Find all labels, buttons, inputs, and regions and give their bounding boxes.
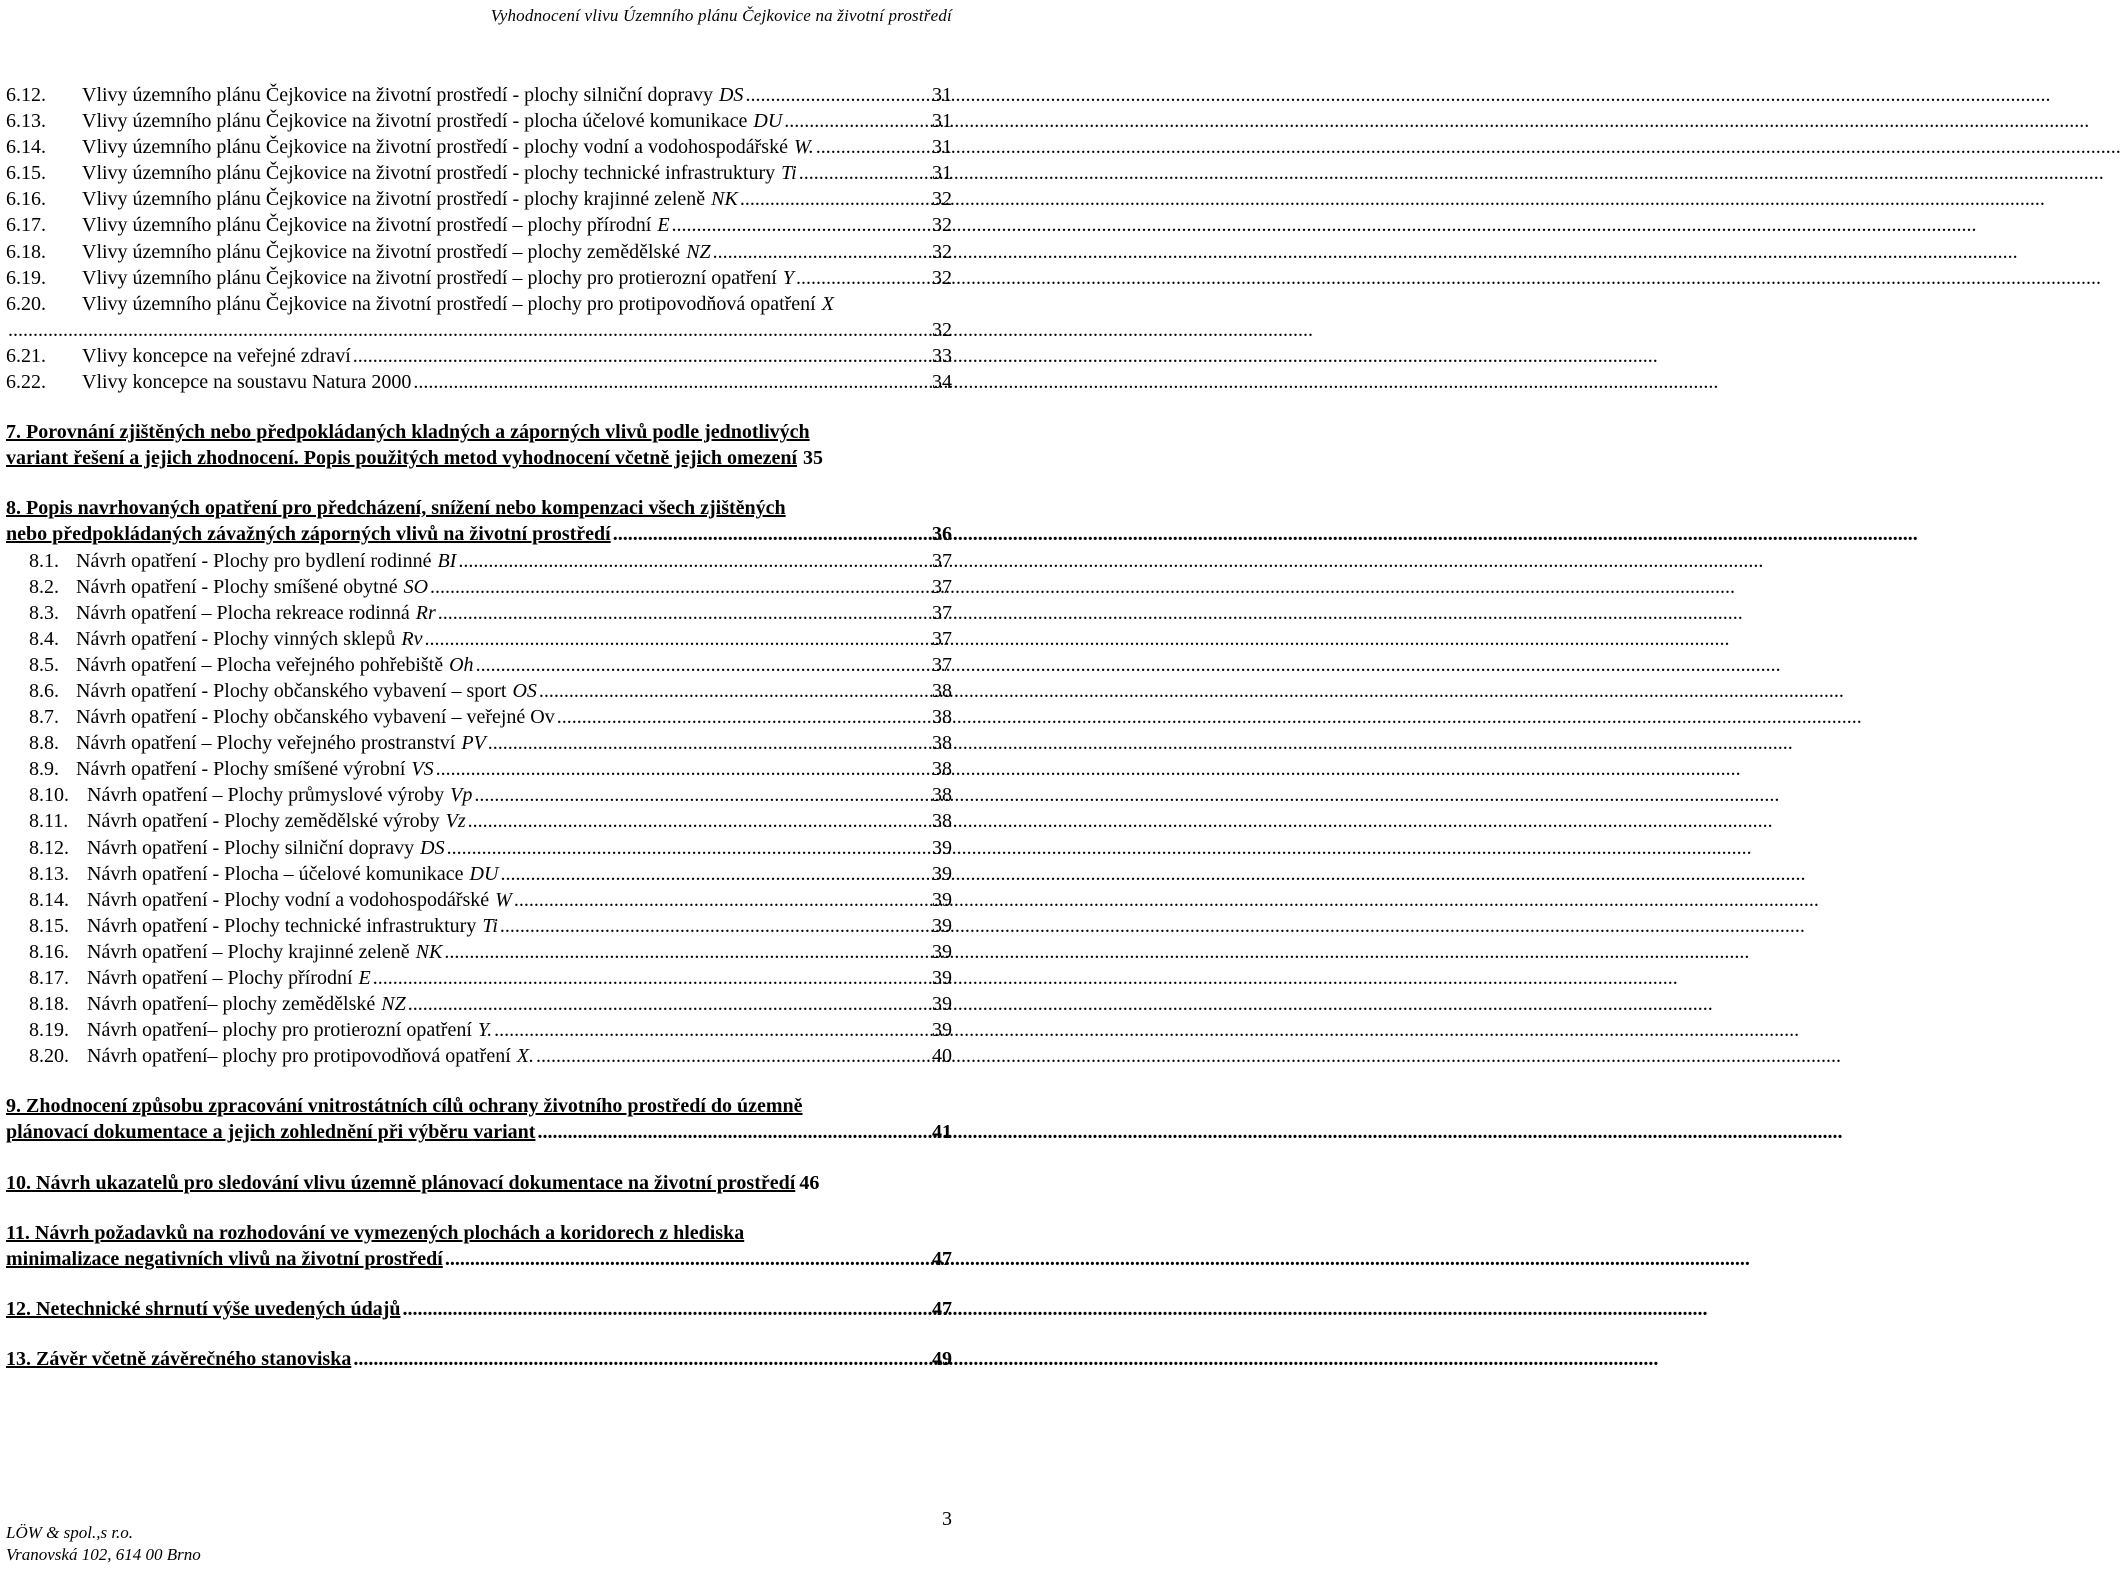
toc-entry-abbr: OS bbox=[512, 679, 537, 702]
toc-entry-number: 8.17. bbox=[29, 967, 69, 989]
section-11-line2: minimalizace negativních vlivů na životní prostředí bbox=[6, 1247, 443, 1270]
toc-entry-abbr: W bbox=[495, 888, 512, 911]
toc-entry-abbr: NK bbox=[711, 188, 738, 211]
toc-entry[interactable] bbox=[6, 82, 952, 108]
toc-entry-number: 8.13. bbox=[29, 862, 69, 885]
toc-entry-abbr: X. bbox=[516, 1045, 534, 1068]
toc-entry-page: 32 bbox=[932, 318, 952, 341]
toc-entry-number: 8.5. bbox=[29, 653, 59, 676]
toc-entry-page: 37 bbox=[932, 601, 952, 624]
toc-list-8b bbox=[6, 782, 952, 1069]
dot-leader bbox=[402, 1296, 930, 1322]
toc-section-13[interactable] bbox=[6, 1346, 952, 1372]
toc-entry-abbr: BI bbox=[437, 549, 457, 572]
section-8-page: 36 bbox=[932, 523, 952, 546]
toc-entry-page: 31 bbox=[932, 162, 952, 185]
dot-leader bbox=[713, 239, 930, 265]
toc-entry-number: 8.3. bbox=[29, 601, 59, 624]
toc-entry-number: 8.18. bbox=[29, 993, 69, 1016]
dot-leader bbox=[796, 265, 930, 291]
dot-leader bbox=[424, 626, 930, 652]
section-9-line1: 9. Zhodnocení způsobu zpracování vnitrostátních cílů ochrany životního prostředí do územně bbox=[6, 1095, 803, 1118]
toc-entry-text: Vlivy územního plánu Čejkovice na životní prostředí - plochy silniční dopravy bbox=[82, 84, 713, 106]
toc-entry-abbr: PV bbox=[461, 732, 486, 755]
toc-entry-number: 8.4. bbox=[29, 627, 59, 650]
toc-entry-page: 37 bbox=[932, 575, 952, 598]
toc-entry-text: Návrh opatření - Plochy vinných sklepů bbox=[76, 627, 396, 650]
toc-entry-text: Návrh opatření – Plocha veřejného pohřebiště bbox=[76, 653, 444, 676]
toc-entry-page: 33 bbox=[932, 344, 952, 367]
footer-company: LÖW & spol.,s r.o. bbox=[6, 1523, 134, 1542]
toc-entry-number: 8.8. bbox=[29, 732, 59, 755]
toc-entry[interactable] bbox=[6, 704, 952, 730]
toc-entry-text: Návrh opatření - Plochy vodní a vodohospodářské bbox=[87, 888, 490, 911]
toc-list-6a bbox=[6, 82, 952, 291]
table-of-contents bbox=[6, 82, 952, 1372]
toc-entry[interactable] bbox=[6, 186, 952, 212]
toc-entry-number: 6.13. bbox=[6, 110, 46, 133]
footer bbox=[6, 1522, 201, 1566]
toc-entry[interactable] bbox=[6, 652, 952, 678]
dot-leader bbox=[436, 756, 930, 782]
toc-entry-text: Vlivy územního plánu Čejkovice na životní prostředí - plochy vodní a vodohospodářské bbox=[82, 136, 788, 159]
toc-entry-abbr: NZ bbox=[686, 240, 711, 263]
toc-section-9[interactable] bbox=[6, 1093, 952, 1145]
toc-entry-text: Návrh opatření - Plochy pro bydlení rodinné bbox=[76, 549, 432, 572]
toc-entry[interactable] bbox=[6, 343, 952, 369]
toc-entry-text: Vlivy územního plánu Čejkovice na životní prostředí - plocha účelové komunikace bbox=[82, 110, 748, 133]
toc-entry[interactable] bbox=[6, 861, 952, 887]
toc-entry-number: 6.19. bbox=[6, 266, 46, 289]
toc-entry-text: Návrh opatření - Plochy silniční dopravy bbox=[87, 836, 415, 859]
toc-entry-text: Návrh opatření– plochy pro protipovodňová opatření bbox=[87, 1045, 511, 1068]
toc-entry-page: 37 bbox=[932, 627, 952, 650]
toc-entry-abbr: E bbox=[657, 214, 670, 237]
toc-entry-abbr: NZ bbox=[381, 993, 406, 1016]
toc-section-11[interactable] bbox=[6, 1220, 952, 1272]
toc-entry[interactable] bbox=[6, 265, 952, 291]
toc-entry-abbr: W. bbox=[793, 136, 814, 159]
toc-entry[interactable] bbox=[6, 600, 952, 626]
toc-entry-text: Vlivy koncepce na soustavu Natura 2000 bbox=[82, 371, 412, 394]
toc-entry-abbr: Y bbox=[782, 266, 794, 289]
dot-leader bbox=[458, 548, 930, 574]
section-13-text: 13. Závěr včetně závěrečného stanoviska bbox=[6, 1347, 352, 1370]
dot-leader bbox=[740, 186, 930, 212]
toc-entry-text: Vlivy územního plánu Čejkovice na životní prostředí - plochy krajinné zeleně bbox=[82, 188, 706, 211]
toc-entry[interactable] bbox=[6, 239, 952, 265]
dot-leader bbox=[445, 1246, 930, 1272]
toc-entry-page: 38 bbox=[932, 679, 952, 702]
toc-entry-number: 8.15. bbox=[29, 914, 69, 937]
toc-entry-page: 31 bbox=[932, 136, 952, 159]
dot-leader bbox=[514, 887, 930, 913]
toc-entry-abbr: DU bbox=[753, 110, 783, 133]
toc-entry[interactable] bbox=[6, 160, 952, 186]
toc-entry[interactable] bbox=[6, 678, 952, 704]
toc-entry-page: 39 bbox=[932, 940, 952, 963]
toc-entry-page: 31 bbox=[932, 84, 952, 106]
toc-entry-page: 39 bbox=[932, 836, 952, 859]
toc-entry-abbr: DS bbox=[420, 836, 445, 859]
toc-entry[interactable] bbox=[6, 1017, 952, 1043]
section-7-line1: 7. Porovnání zjištěných nebo předpokládaných kladných a záporných vlivů podle jednotlivých bbox=[6, 421, 810, 444]
toc-entry-abbr: Ti bbox=[781, 162, 797, 185]
toc-entry[interactable] bbox=[6, 835, 952, 861]
toc-entry-number: 8.2. bbox=[29, 575, 59, 598]
toc-entry-number: 6.22. bbox=[6, 371, 46, 394]
dot-leader bbox=[536, 1043, 930, 1069]
toc-entry-abbr: E bbox=[358, 967, 371, 989]
dot-leader bbox=[373, 965, 930, 991]
dot-leader bbox=[353, 1346, 930, 1372]
toc-entry-page: 32 bbox=[932, 214, 952, 237]
toc-entry-abbr: Vp bbox=[450, 784, 473, 807]
dot-leader bbox=[447, 835, 930, 861]
toc-entry-text: Návrh opatření– plochy pro protierozní opatření bbox=[87, 1019, 472, 1042]
toc-entry-page: 40 bbox=[932, 1045, 952, 1068]
toc-entry-number: 6.20. bbox=[6, 292, 46, 315]
toc-entry-number: 8.16. bbox=[29, 940, 69, 963]
toc-entry-text: Návrh opatření– plochy zemědělské bbox=[87, 993, 376, 1016]
toc-entry-abbr: Oh bbox=[449, 653, 474, 676]
section-12-page: 47 bbox=[932, 1297, 952, 1320]
toc-entry-text: Vlivy územního plánu Čejkovice na životní prostředí – plochy přírodní bbox=[82, 214, 652, 237]
toc-entry-number: 8.14. bbox=[29, 888, 69, 911]
toc-entry-text: Návrh opatření - Plochy smíšené výrobní bbox=[76, 758, 406, 781]
toc-entry-page: 39 bbox=[932, 914, 952, 937]
toc-entry-text: Návrh opatření - Plochy smíšené obytné bbox=[76, 575, 398, 598]
dot-leader bbox=[816, 134, 930, 160]
page-number: 3 bbox=[942, 1508, 952, 1530]
toc-entry-text: Návrh opatření – Plochy veřejného prostranství bbox=[76, 732, 456, 755]
toc-entry-number: 6.21. bbox=[6, 344, 46, 367]
section-8-line1: 8. Popis navrhovaných opatření pro předcházení, snížení nebo kompenzaci všech zjištěných bbox=[6, 497, 786, 520]
toc-entry-abbr: Rv bbox=[401, 627, 423, 650]
toc-entry-abbr: DS bbox=[718, 84, 744, 106]
dot-leader bbox=[444, 939, 930, 965]
dot-leader bbox=[413, 369, 930, 395]
toc-entry-page: 39 bbox=[932, 993, 952, 1016]
toc-entry-page: 37 bbox=[932, 549, 952, 572]
section-8-line2: nebo předpokládaných závažných záporných vlivů na životní prostředí bbox=[6, 523, 611, 546]
toc-entry-number: 8.6. bbox=[29, 679, 59, 702]
dot-leader bbox=[745, 82, 930, 108]
toc-entry-abbr: VS bbox=[411, 758, 434, 781]
toc-entry-page: 34 bbox=[932, 371, 952, 394]
dot-leader bbox=[557, 704, 930, 730]
toc-entry-number: 8.19. bbox=[29, 1019, 69, 1042]
toc-entry-text: Návrh opatření - Plochy zemědělské výroby bbox=[87, 810, 440, 833]
toc-entry-number: 6.15. bbox=[6, 162, 46, 185]
toc-section-8[interactable] bbox=[6, 495, 952, 547]
toc-entry-text: Vlivy územního plánu Čejkovice na životní prostředí - plochy technické infrastruktury bbox=[82, 162, 776, 185]
toc-section-7[interactable] bbox=[6, 419, 952, 471]
toc-list-8a bbox=[6, 548, 952, 783]
toc-entry-page: 38 bbox=[932, 758, 952, 781]
dot-leader bbox=[8, 317, 930, 343]
toc-entry-page: 38 bbox=[932, 784, 952, 807]
toc-entry[interactable] bbox=[6, 134, 952, 160]
dot-leader bbox=[613, 521, 930, 547]
toc-entry[interactable] bbox=[6, 939, 952, 965]
toc-entry-page: 31 bbox=[932, 110, 952, 133]
section-11-line1: 11. Návrh požadavků na rozhodování ve vymezených plochách a koridorech z hlediska bbox=[6, 1221, 745, 1244]
toc-entry-number: 8.11. bbox=[29, 810, 69, 833]
toc-entry-text: Vlivy územního plánu Čejkovice na životní prostředí – plochy pro protipovodňová opatření bbox=[82, 292, 816, 315]
toc-entry[interactable] bbox=[6, 574, 952, 600]
dot-leader bbox=[438, 600, 930, 626]
toc-entry-text: Návrh opatření - Plochy technické infrastruktury bbox=[87, 914, 477, 937]
toc-entry[interactable] bbox=[6, 756, 952, 782]
toc-entry-6-20-continuation[interactable] bbox=[6, 317, 952, 343]
dot-leader bbox=[408, 991, 930, 1017]
toc-entry-text: Návrh opatření - Plocha – účelové komunikace bbox=[87, 862, 464, 885]
toc-entry-text: Vlivy koncepce na veřejné zdraví bbox=[82, 344, 351, 367]
dot-leader bbox=[430, 574, 930, 600]
toc-entry-abbr: Rr bbox=[415, 601, 436, 624]
toc-entry[interactable] bbox=[6, 1043, 952, 1069]
toc-entry[interactable] bbox=[6, 965, 952, 991]
dot-leader bbox=[468, 808, 930, 834]
dot-leader bbox=[799, 160, 930, 186]
toc-entry-page: 37 bbox=[932, 653, 952, 676]
toc-entry-page: 32 bbox=[932, 240, 952, 263]
toc-entry-text: Návrh opatření – Plochy přírodní bbox=[87, 967, 353, 989]
dot-leader bbox=[474, 782, 930, 808]
dot-leader bbox=[672, 212, 930, 238]
section-10-page: 46 bbox=[799, 1171, 820, 1194]
toc-entry[interactable] bbox=[6, 913, 952, 939]
toc-entry-text: Návrh opatření – Plocha rekreace rodinná bbox=[76, 601, 410, 624]
dot-leader bbox=[494, 1017, 930, 1043]
section-7-line2: variant řešení a jejich zhodnocení. Popis použitých metod vyhodnocení včetně jejich omezení bbox=[6, 447, 798, 470]
toc-entry-number: 6.18. bbox=[6, 240, 46, 263]
dot-leader bbox=[784, 108, 930, 134]
toc-entry[interactable] bbox=[6, 626, 952, 652]
toc-entry[interactable] bbox=[6, 108, 952, 134]
section-10-text: 10. Návrh ukazatelů pro sledování vlivu územně plánovací dokumentace na životní prostředí bbox=[6, 1171, 796, 1194]
toc-entry-6-20[interactable] bbox=[6, 291, 952, 317]
toc-entry[interactable] bbox=[6, 212, 952, 238]
dot-leader bbox=[500, 861, 930, 887]
toc-entry-number: 8.9. bbox=[29, 758, 59, 781]
toc-entry[interactable] bbox=[6, 369, 952, 395]
toc-entry-page: 39 bbox=[932, 888, 952, 911]
toc-entry-page: 39 bbox=[932, 862, 952, 885]
toc-entry-number: 8.12. bbox=[29, 836, 69, 859]
toc-entry[interactable] bbox=[6, 730, 952, 756]
toc-entry-number: 8.10. bbox=[29, 784, 69, 807]
footer-address: Vranovská 102, 614 00 Brno bbox=[6, 1545, 201, 1564]
dot-leader bbox=[488, 730, 930, 756]
toc-entry[interactable] bbox=[6, 548, 952, 574]
toc-entry-text: Vlivy územního plánu Čejkovice na životní prostředí – plochy pro protierozní opatření bbox=[82, 266, 777, 289]
toc-entry-number: 6.17. bbox=[6, 214, 46, 237]
toc-section-12[interactable] bbox=[6, 1296, 952, 1322]
toc-entry[interactable] bbox=[6, 991, 952, 1017]
toc-entry-abbr: Y. bbox=[477, 1019, 493, 1042]
toc-entry-abbr: DU bbox=[469, 862, 499, 885]
dot-leader bbox=[476, 652, 930, 678]
toc-entry-page: 39 bbox=[932, 967, 952, 989]
dot-leader bbox=[500, 913, 930, 939]
toc-entry-number: 6.16. bbox=[6, 188, 46, 211]
toc-entry-number: 6.14. bbox=[6, 136, 46, 159]
toc-entry-text: Návrh opatření - Plochy občanského vybavení – veřejné Ov bbox=[76, 706, 555, 729]
toc-entry-number: 6.12. bbox=[6, 84, 46, 106]
section-12-text: 12. Netechnické shrnutí výše uvedených údajů bbox=[6, 1297, 401, 1320]
dot-leader bbox=[537, 1119, 930, 1145]
toc-entry-abbr: Vz bbox=[445, 810, 466, 833]
toc-entry-page: 38 bbox=[932, 732, 952, 755]
section-9-line2: plánovací dokumentace a jejich zohlednění při výběru variant bbox=[6, 1121, 536, 1144]
toc-entry-page: 38 bbox=[932, 810, 952, 833]
toc-list-6b bbox=[6, 343, 952, 395]
toc-entry[interactable] bbox=[6, 887, 952, 913]
toc-entry-page: 32 bbox=[932, 266, 952, 289]
section-9-page: 41 bbox=[932, 1121, 952, 1144]
toc-section-10[interactable] bbox=[6, 1170, 952, 1196]
toc-entry-abbr: Ti bbox=[482, 914, 498, 937]
dot-leader bbox=[539, 678, 930, 704]
section-13-page: 49 bbox=[932, 1347, 952, 1370]
toc-entry-number: 8.20. bbox=[29, 1045, 69, 1068]
toc-entry-abbr: NK bbox=[415, 940, 443, 963]
toc-entry-abbr: X bbox=[821, 292, 834, 315]
toc-entry-number: 8.1. bbox=[29, 549, 59, 572]
toc-entry[interactable] bbox=[6, 808, 952, 834]
toc-entry-number: 8.7. bbox=[29, 706, 59, 729]
document-header: Vyhodnocení vlivu Územního plánu Čejkovice na životní prostředí bbox=[490, 6, 952, 25]
section-7-page: 35 bbox=[803, 447, 824, 470]
toc-entry-page: 39 bbox=[932, 1019, 952, 1042]
toc-entry-text: Vlivy územního plánu Čejkovice na životní prostředí – plochy zemědělské bbox=[82, 240, 681, 263]
section-11-page: 47 bbox=[932, 1247, 952, 1270]
toc-entry-text: Návrh opatření – Plochy průmyslové výroby bbox=[87, 784, 445, 807]
toc-entry[interactable] bbox=[6, 782, 952, 808]
toc-entry-page: 32 bbox=[932, 188, 952, 211]
toc-entry-page: 38 bbox=[932, 706, 952, 729]
dot-leader bbox=[353, 343, 930, 369]
toc-entry-text: Návrh opatření - Plochy občanského vybavení – sport bbox=[76, 679, 507, 702]
toc-entry-text: Návrh opatření – Plochy krajinné zeleně bbox=[87, 940, 410, 963]
toc-entry-abbr: SO bbox=[403, 575, 429, 598]
